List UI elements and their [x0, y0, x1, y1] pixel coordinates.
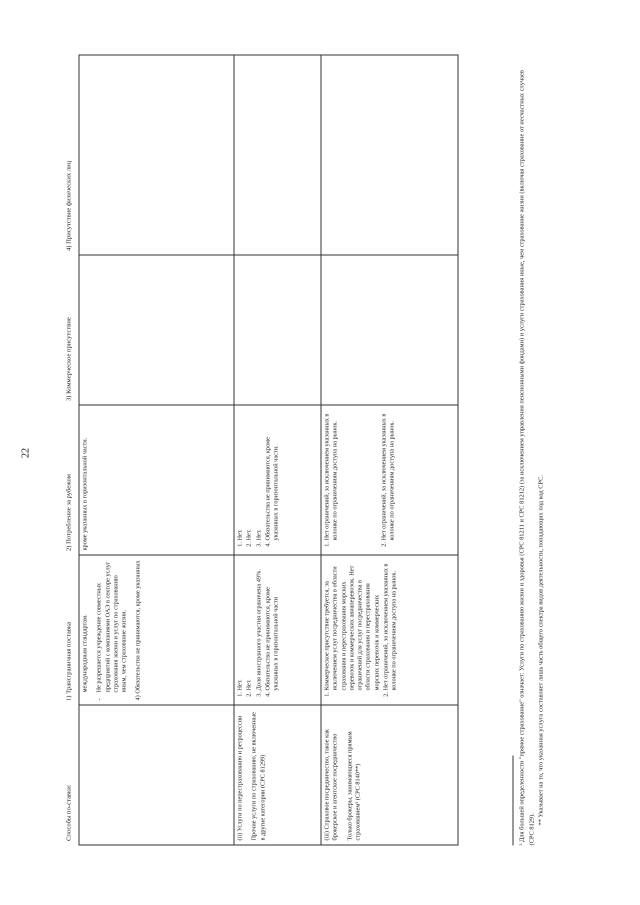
- commercial-presence-cell: [79, 255, 234, 405]
- item-list: [236, 409, 280, 550]
- list-item: 2. Нет ограничений, за исключением указанных в колонке по ограничениям доступа на рынок.: [382, 559, 399, 690]
- sector-title: (ii) Услуги по перестрахованию и ретроцессии: [236, 715, 243, 840]
- list-item: 1. Нет ограничений, за исключением указанных в колонке по ограничениям доступа на рынок.: [323, 409, 340, 540]
- table-row: [79, 55, 234, 845]
- cross-border-cell: [321, 555, 458, 705]
- commercial-presence-cell: [321, 255, 458, 405]
- cell-text: - Не разрешается учреждение совместных предприятий с компаниями ОАЭ в секторе услуг страхования жизни и услуг по страхованию иным, чем страхование жизни.: [95, 561, 128, 700]
- page-number: 22: [20, 447, 31, 458]
- consumption-abroad-cell: [234, 405, 321, 555]
- header-commercial-presence: 3) Коммерческое присутствие: [40, 255, 79, 405]
- list-item: 2. Нет ограничений, за исключением указанных в колонке по ограничениям доступа на рынок.: [380, 409, 397, 540]
- table-row: [321, 55, 458, 845]
- sector-title: (iii) Страховое посредничество, такое как брокерское и агентское посредничество: [323, 728, 339, 840]
- cell-text: международным стандартам.: [81, 613, 88, 692]
- list-item: 3. Нет.: [255, 409, 263, 540]
- list-item: 1. Нет.: [236, 409, 244, 540]
- list-item: 2. Нет.: [245, 559, 253, 690]
- cell-text: кроме указанных в горизонтальной части.: [81, 437, 88, 550]
- list-item: 3. Доля иностранного участия ограничена 49%.: [255, 559, 263, 690]
- list-item: 2. Нет.: [245, 409, 253, 540]
- footnote-2: ** Указывает на то, что указанная услуга составляет лишь часть общего спектра видов деятельности, попадающих под код CPC.: [537, 474, 545, 825]
- table-header-row: [40, 55, 79, 845]
- list-item: 4. Обязательства не принимаются, кроме указанных в горизонтальной части: [264, 559, 281, 690]
- natural-persons-cell: [79, 55, 234, 255]
- consumption-abroad-cell: [79, 405, 234, 555]
- item-list: [236, 559, 280, 700]
- sector-extra: Только брокеры, занимающиеся прямым страхованием³ (CPC 8140**): [345, 730, 361, 840]
- header-natural-persons: 4) Присутствие физических лиц: [40, 55, 79, 255]
- item-list: [323, 409, 396, 550]
- natural-persons-cell: [234, 55, 321, 255]
- footnotes: [512, 55, 546, 845]
- sector-cell: [79, 705, 234, 845]
- header-supply-modes: Способы по-ставки:: [40, 705, 79, 845]
- footnote-divider: [512, 755, 513, 845]
- sector-cell: [234, 705, 321, 845]
- footnote-1: ³ Для большей определенности "прямое страхование" означает: Услуги по страхованию жизни и здоровья (CPC 81211 и CPC 81212) (за исключением управления пенсионными фондами) и услуги страхования иные, чем страхование жизни (включая страхование от несчастных случаев (CPC 8129).: [518, 69, 535, 845]
- sector-extra: Прочие услуги по страхованию, не включенные в другие категории (CPC 81299): [250, 711, 266, 840]
- cell-text: 4) Обязательства не принимаются, кроме указанных: [134, 559, 142, 700]
- sector-cell: [321, 705, 458, 845]
- list-item: 1. Нет.: [236, 559, 244, 690]
- table-row: [234, 55, 321, 845]
- list-item: 1. Коммерческое присутствие требуется, за исключением услуг посредничества в области страхования и перестрахования морских перевозок и коммерческих авиаперевозок. Нет ограничений для услуг посредничества в области страхования и перестрахования морских перевозок и коммерческих: [323, 559, 381, 690]
- schedule-table: [40, 54, 458, 845]
- cross-border-cell: [79, 555, 234, 705]
- header-consumption-abroad: 2) Потребление за рубежом: [40, 405, 79, 555]
- commercial-presence-cell: [234, 255, 321, 405]
- cross-border-cell: [234, 555, 321, 705]
- list-item: 4. Обязательства не принимаются, кроме указанных в горизонтальной части.: [264, 409, 281, 540]
- consumption-abroad-cell: [321, 405, 458, 555]
- natural-persons-cell: [321, 55, 458, 255]
- header-cross-border: 1) Трансграничная поставка: [40, 555, 79, 705]
- item-list: [323, 559, 399, 700]
